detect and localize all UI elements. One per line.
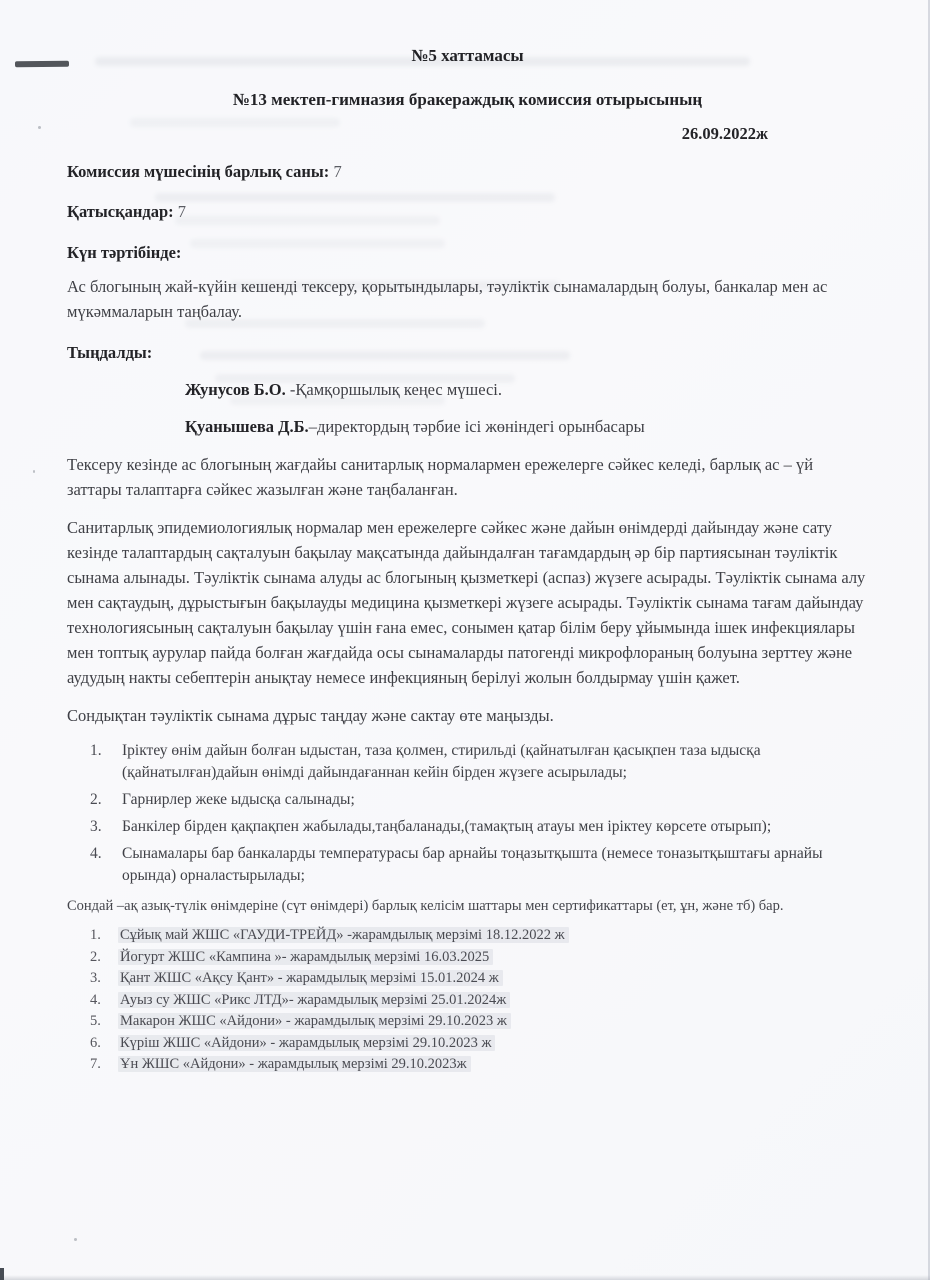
heard-heading: Тыңдалды:	[67, 343, 153, 362]
sampling-rule-item	[90, 816, 868, 838]
scan-corner-mark	[0, 1268, 4, 1280]
supplier-item	[90, 1033, 868, 1055]
list-number: 4.	[90, 991, 101, 1008]
scan-speck	[74, 1238, 77, 1241]
conclusion-paragraph: Сондықтан тәуліктік сынама дұрыс таңдау және сактау өте маңызды.	[67, 706, 554, 725]
sampling-rule-item	[90, 843, 868, 887]
list-number: 5.	[90, 1013, 101, 1029]
supplier-text: Ұн ЖШС «Айдони» - жарамдылық мерзімі 29.10.2023ж	[120, 1056, 467, 1072]
supplier-item	[90, 947, 868, 969]
speaker-role: -Қамқоршылық кеңес мүшесі.	[285, 380, 503, 399]
sampling-rule-item	[90, 789, 868, 811]
scan-speck	[33, 470, 35, 473]
supplier-item	[90, 990, 868, 1012]
members-total-value: 7	[333, 162, 342, 181]
scan-speck	[38, 126, 41, 129]
protocol-title: №5 хаттамасы	[411, 46, 524, 65]
list-number: 2.	[90, 948, 101, 965]
scan-bottom-edge	[0, 1275, 930, 1280]
protocol-date: 26.09.2022ж	[681, 124, 768, 143]
list-number: 3.	[90, 818, 102, 835]
members-total-line	[67, 159, 868, 184]
list-number: 1.	[90, 927, 101, 943]
speaker-role: –директордың тәрбие ісі жөніндегі орынбасары	[308, 417, 645, 436]
rule-text: Банкілер бірден қақпақпен жабылады,таңбаланады,(тамақтың атауы мен іріктеу көрсете отырып);	[122, 818, 772, 835]
inspection-paragraph: Тексеру кезінде ас блогының жағдайы санитарлық нормалармен ережелерге сәйкес келеді, барлық ас – үй заттары талаптарға сәйкес жазылған және таңбаланған.	[67, 455, 814, 499]
supplier-text: Сұйық май ЖШС «ГАУДИ-ТРЕЙД» -жарамдылық мерзімі 18.12.2022 ж	[120, 927, 565, 943]
list-number: 1.	[90, 742, 102, 759]
rule-text: Гарнирлер жеке ыдысқа салынады;	[122, 791, 355, 808]
scan-binder-mark	[15, 61, 69, 68]
sampling-rule-item	[90, 740, 868, 784]
agenda-heading: Күн тәртібінде:	[67, 243, 182, 262]
suppliers-list	[90, 925, 868, 1076]
list-number: 7.	[90, 1056, 101, 1072]
list-number: 3.	[90, 970, 101, 986]
supplier-item	[90, 1054, 868, 1076]
document-body	[67, 0, 868, 1076]
meeting-title: №13 мектеп-гимназия бракераждық комиссия отырысының	[232, 90, 703, 109]
certificates-note: Сондай –ақ азық-түлік өнімдеріне (сүт өнімдері) барлық келісім шаттары мен сертификаттары (ет, ұн, және тб) бар.	[67, 898, 784, 914]
list-number: 4.	[90, 845, 102, 862]
supplier-item	[90, 925, 868, 947]
speaker-line	[185, 414, 868, 439]
supplier-text: Макарон ЖШС «Айдони» - жарамдылық мерзімі 29.10.2023 ж	[120, 1013, 507, 1029]
supplier-item	[90, 1011, 868, 1033]
members-total-label: Комиссия мүшесінің барлық саны:	[67, 162, 330, 181]
rule-text: Сынамалары бар банкаларды температурасы бар арнайы тоңазытқышта (немесе тоназытқыштағы арнайы орында) орналастырылады;	[122, 845, 823, 884]
supplier-item	[90, 968, 868, 990]
attendees-line	[67, 199, 868, 224]
list-number: 6.	[90, 1034, 101, 1051]
supplier-text: Ауыз су ЖШС «Рикс ЛТД»- жарамдылық мерзімі 25.01.2024ж	[120, 991, 507, 1008]
supplier-text: Қант ЖШС «Ақсу Қант» - жарамдылық мерзімі 15.01.2024 ж	[120, 970, 499, 986]
sampling-paragraph: Санитарлық эпидемиологиялық нормалар мен ережелерге сәйкес және дайын өнімдерді дайындау және сату кезінде талаптардың сақталуын бақылау мақсатында дайындалған тағамдардың әр бір партиясынан тәуліктік сынама алынады. Тәуліктік сынама алуды ас блогының қызметкері (аспаз) жүзеге асырады. Тәуліктік сынама алу мен сақтаудың, дұрыстығын бақылауды медицина қызметкері жүзеге асырады. Тәуліктік сынама тағам дайындау технологиясының сақталуын бақылау үшін ғана емес, сонымен қатар білім беру ұйымында ішек инфекциялары мен топтық аурулар пайда болған жағдайда осы сынамаларды патогенді микрофлораның болуына зерттеу және аудудың накты себептерін анықтау немесе инфекцияның берілуі жолын болдырмау үшін қажет.	[67, 518, 866, 687]
list-number: 2.	[90, 791, 102, 808]
attendees-label: Қатысқандар:	[67, 202, 174, 221]
speaker-name: Қуанышева Д.Б.	[185, 417, 309, 436]
speaker-line	[185, 377, 868, 402]
speaker-name: Жунусов Б.О.	[185, 380, 286, 399]
supplier-text: Күріш ЖШС «Айдони» - жарамдылық мерзімі 29.10.2023 ж	[120, 1034, 492, 1051]
rule-text: Іріктеу өнім дайын болған ыдыстан, таза қолмен, стирильді (қайнатылған қасықпен таза ыдысқа (қайнатылған)дайын өнімді дайындағаннан кейін бірден жүзеге асырылады;	[122, 742, 761, 781]
supplier-text: Йогурт ЖШС «Кампина »- жарамдылық мерзімі 16.03.2025	[120, 948, 490, 965]
sampling-rules-list	[90, 740, 868, 887]
attendees-value: 7	[177, 202, 187, 221]
agenda-text: Ас блогының жай-күйін кешенді тексеру, қорытындылары, тәуліктік сынамалардың болуы, банкалар мен ас мүкәммаларын таңбалау.	[67, 277, 828, 321]
